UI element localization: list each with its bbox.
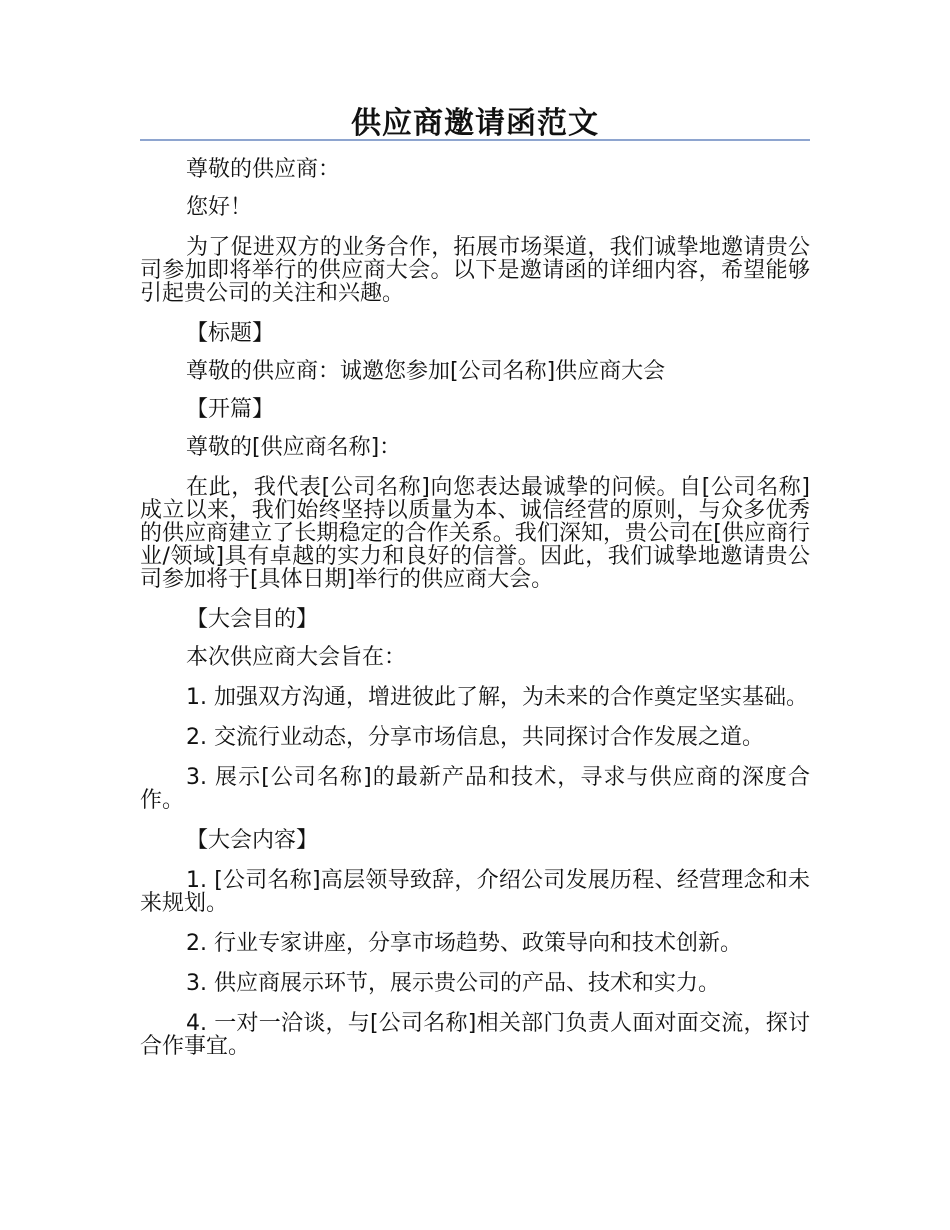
list-item-content-3: 3. 供应商展示环节，展示贵公司的产品、技术和实力。 bbox=[186, 971, 720, 996]
section-heading-opening: 【开篇】 bbox=[186, 397, 275, 422]
paragraph-intro: 为了促进双方的业务合作，拓展市场渠道，我们诚挚地邀请贵公司参加即将举行的供应商大会。以下是邀请函的详细内容，希望能够引起贵公司的关注和兴趣。 bbox=[140, 235, 810, 306]
document-body bbox=[140, 158, 810, 1075]
section-heading-title: 【标题】 bbox=[186, 321, 275, 346]
document-title: 供应商邀请函范文 bbox=[351, 106, 599, 141]
list-item-purpose-3: 3. 展示[公司名称]的最新产品和技术，寻求与供应商的深度合作。 bbox=[140, 765, 810, 813]
paragraph-salutation: 尊敬的供应商： bbox=[186, 157, 341, 182]
paragraph-greeting: 您好！ bbox=[186, 195, 253, 220]
paragraph-purpose-intro: 本次供应商大会旨在： bbox=[186, 645, 407, 670]
title-underline bbox=[140, 139, 810, 141]
list-item-content-4: 4. 一对一洽谈，与[公司名称]相关部门负责人面对面交流，探讨合作事宜。 bbox=[140, 1011, 810, 1059]
section-heading-purpose: 【大会目的】 bbox=[186, 607, 319, 632]
list-item-purpose-1: 1. 加强双方沟通，增进彼此了解，为未来的合作奠定坚实基础。 bbox=[186, 685, 808, 710]
paragraph-supplier-salutation: 尊敬的[供应商名称]： bbox=[186, 435, 402, 460]
paragraph-title-line: 尊敬的供应商：诚邀您参加[公司名称]供应商大会 bbox=[186, 359, 666, 384]
section-heading-content: 【大会内容】 bbox=[186, 828, 319, 853]
list-item-content-2: 2. 行业专家讲座，分享市场趋势、政策导向和技术创新。 bbox=[186, 931, 742, 956]
paragraph-opening-body: 在此，我代表[公司名称]向您表达最诚挚的问候。自[公司名称]成立以来，我们始终坚持以质量为本、诚信经营的原则，与众多优秀的供应商建立了长期稳定的合作关系。我们深知，贵公司在[供应商行业/领域]具有卓越的实力和良好的信誉。因此，我们诚挚地邀请贵公司参加将于[具体日期]举行的供应商大会。 bbox=[140, 475, 810, 592]
list-item-content-1: 1. [公司名称]高层领导致辞，介绍公司发展历程、经营理念和未来规划。 bbox=[140, 868, 810, 916]
list-item-purpose-2: 2. 交流行业动态，分享市场信息，共同探讨合作发展之道。 bbox=[186, 725, 764, 750]
